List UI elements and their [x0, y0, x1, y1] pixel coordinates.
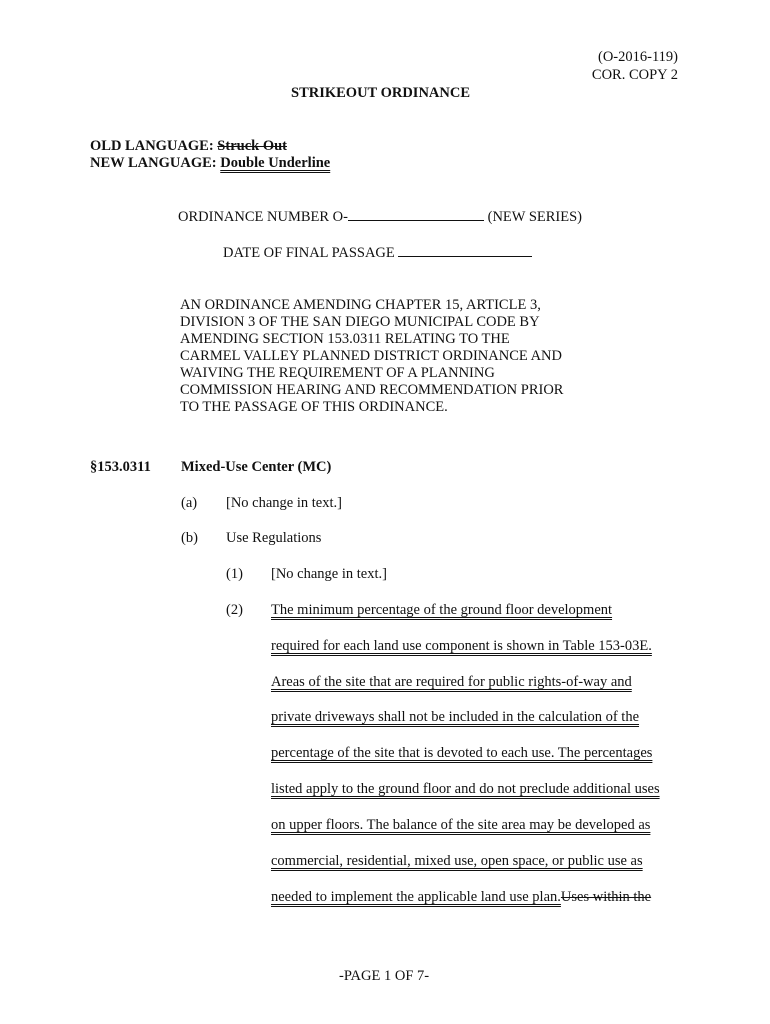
item-b-marker: (b) — [181, 530, 198, 546]
paragraph-line: required for each land use component is shown in Table 153-03E. — [271, 638, 652, 654]
item-b2-marker: (2) — [226, 602, 243, 618]
copy-label: COR. COPY 2 — [591, 67, 678, 83]
summary-line: AMENDING SECTION 153.0311 RELATING TO THE — [180, 331, 510, 347]
summary-line: AN ORDINANCE AMENDING CHAPTER 15, ARTICLE 3, — [180, 297, 541, 313]
paragraph-struck-text: Uses within the — [560, 889, 652, 905]
paragraph-line: listed apply to the ground floor and do not preclude additional uses — [271, 781, 660, 797]
ordinance-number-blank — [348, 208, 484, 221]
legend-new-language — [90, 155, 330, 172]
ordinance-number-suffix: (NEW SERIES) — [487, 209, 582, 225]
section-number: §153.0311 — [90, 459, 151, 475]
item-b1-text: [No change in text.] — [271, 566, 387, 582]
final-passage-label: DATE OF FINAL PASSAGE — [223, 245, 395, 261]
ordinance-number-prefix: ORDINANCE NUMBER O- — [178, 209, 348, 225]
paragraph-line: percentage of the site that is devoted to each use. The percentages — [271, 745, 653, 761]
legend-old-label: OLD LANGUAGE: — [90, 138, 214, 154]
item-a-text: [No change in text.] — [226, 495, 342, 511]
legend-old-language — [90, 138, 287, 155]
legend-old-sample: Struck Out — [217, 138, 287, 154]
legend-new-label: NEW LANGUAGE: — [90, 155, 217, 171]
legend-new-sample: Double Underline — [220, 155, 331, 171]
item-b-text: Use Regulations — [226, 530, 322, 546]
document-title: STRIKEOUT ORDINANCE — [291, 85, 471, 101]
paragraph-last-line — [271, 889, 651, 906]
paragraph-line: The minimum percentage of the ground floor development — [271, 602, 613, 618]
ordinance-number-line — [178, 208, 582, 226]
summary-line: DIVISION 3 OF THE SAN DIEGO MUNICIPAL CODE BY — [180, 314, 540, 330]
final-passage-line — [223, 244, 532, 262]
final-passage-blank — [398, 244, 532, 257]
section-title: Mixed-Use Center (MC) — [181, 459, 332, 475]
paragraph-line: Areas of the site that are required for public rights-of-way and — [271, 674, 632, 690]
page-number: -PAGE 1 OF 7- — [339, 968, 430, 984]
summary-line: TO THE PASSAGE OF THIS ORDINANCE. — [180, 399, 448, 415]
paragraph-line: on upper floors. The balance of the site area may be developed as — [271, 817, 651, 833]
summary-line: WAIVING THE REQUIREMENT OF A PLANNING — [180, 365, 495, 381]
item-b1-marker: (1) — [226, 566, 243, 582]
summary-line: CARMEL VALLEY PLANNED DISTRICT ORDINANCE AND — [180, 348, 562, 364]
paragraph-line: private driveways shall not be included in the calculation of the — [271, 709, 640, 725]
ordinance-id: (O-2016-119) — [598, 49, 678, 65]
paragraph-line: commercial, residential, mixed use, open space, or public use as — [271, 853, 643, 869]
summary-line: COMMISSION HEARING AND RECOMMENDATION PRIOR — [180, 382, 564, 398]
paragraph-new-text: needed to implement the applicable land use plan. — [271, 889, 561, 905]
item-a-marker: (a) — [181, 495, 198, 511]
ordinance-summary — [180, 297, 600, 416]
